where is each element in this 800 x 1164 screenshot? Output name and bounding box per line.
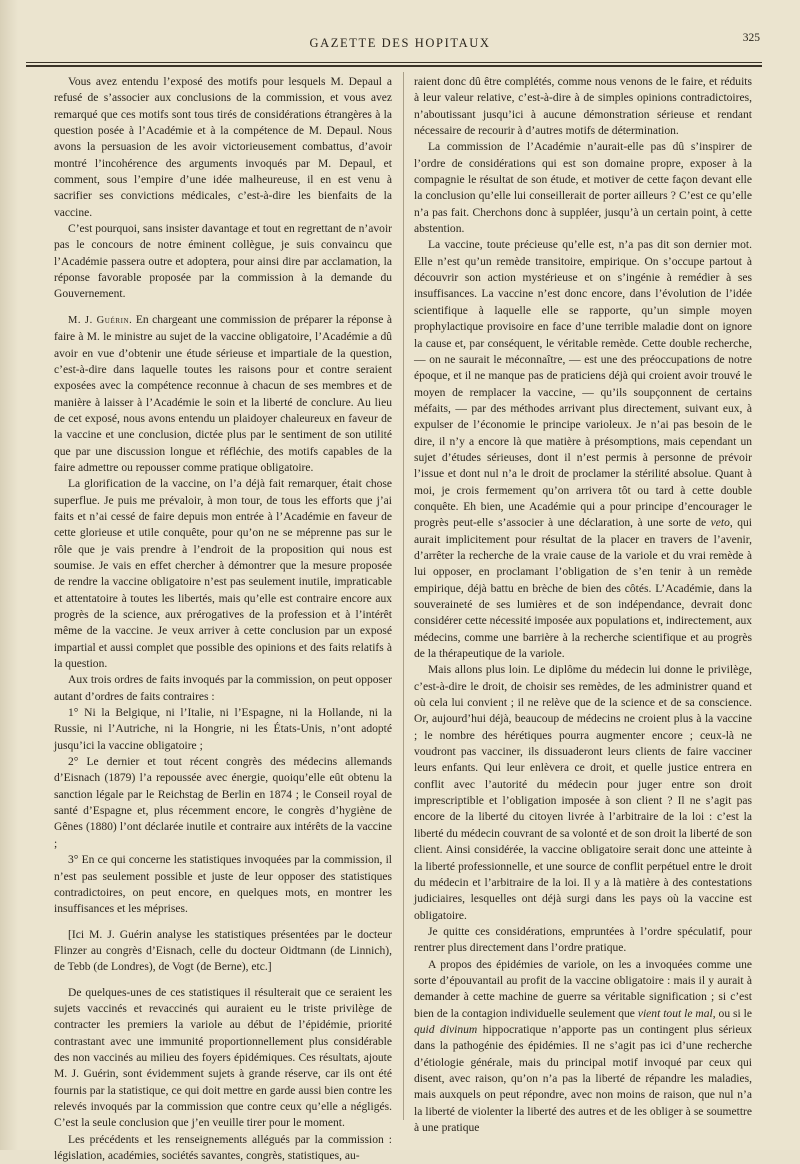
list-item: 1° Ni la Belgique, ni l’Italie, ni l’Espagne, ni la Hollande, ni la Russie, ni l’Autriche, ni la Hongrie, ni les États-Unis, n’ont adopté jusqu’ici la vaccine obligatoire ; [54,707,392,752]
header-rule-thick [26,65,762,67]
page-header [40,28,760,58]
page-number: 325 [742,32,760,44]
paragraph-continued: raient donc dû être complétés, comme nous venons de le faire, et réduits à leur valeur relative, c’est-à-dire à de simples opinions contradictoires, n’aboutissant jusqu’ici à aucune démonstration sérieuse et rendant nécessaire de recourir à d’autres motifs de détermination. [414,76,752,138]
italic-term: vient tout le mal [637,1007,713,1020]
paragraph: Vous avez entendu l’exposé des motifs pour lesquels M. Depaul a refusé de s’associer aux conclusions de la commission, et vous avez remarqué que ces motifs sont tous tirés de considérations étrangères à la question posée à l’Académie et à la compétence de M. Depaul. Nous avons la persuasion de les avoir victorieusement combattus, d’avoir montré l’incohérence des arguments invoqués par M. Depaul, et comment, sous l’empire d’une idée malheureuse, il en est venu à sacrifier ses convictions médicales, c’est-à-dire les bienfaits de la vaccine. [54,76,392,219]
paragraph: Mais allons plus loin. Le diplôme du médecin lui donne le privilège, c’est-à-dire le droit, de choisir ses remèdes, de les administrer quand et où cela lui convient ; il ne relève que de la science et de sa conscience. Or, aujourd’hui déjà, beaucoup de médecins ne croient plus à la vaccine ; le nombre des hérétiques pourra augmenter encore ; ceux-là ne voudront pas vacciner, ils dissuaderont leurs clients de faire vacciner leurs enfants. Qui leur enlèvera ce droit, et quelle justice entrera en conflit avec l’autorité du médecin pour juger entre son droit imprescriptible et l’obligation imposée à son client ? Il ne s’agit pas encore de la liberté du citoyen livrée à l’arbitraire de la loi : c’est la liberté du médecin couvrant de sa volonté et de son droit la liberté de son client. Ainsi considérée, la vaccine obligatoire serait donc une atteinte à la liberté professionnelle, et une source de conflit perpétuel entre le droit du médecin et l’arbitraire de la loi. Il y a là matière à des contestations judiciaires, lesquelles ont déjà surgi dans les pays où la vaccine est obligatoire. [414,664,752,922]
editorial-note: [Ici M. J. Guérin analyse les statistiques présentées par le docteur Flinzer au congrès d’Eisnach, celle du docteur Oidtmann (de Linnich), de Tebb (de Londres), de Vogt (de Berne), etc.] [54,928,392,974]
paragraph-vaccine [414,237,752,662]
paragraph: Les précédents et les renseignements allégués par la commission : législation, académies, sociétés savantes, congrès, statistiques, au- [54,1133,392,1162]
paragraph-epidemics [414,957,752,1137]
list-item: 2° Le dernier et tout récent congrès des médecins allemands d’Eisnach (1879) l’a repoussée avec énergie, quoiqu’elle eût obtenu la sanction légale par le Reichstag de Berlin en 1874 ; le Conseil royal de santé d’Espagne et, plus récemment encore, le congrès d’hygiène de Gênes (1880) l’ont déclarée inutile et contraire aux intérêts de la vaccine ; [54,756,392,850]
paragraph: La commission de l’Académie n’aurait-elle pas dû s’inspirer de l’ordre de considérations qui est son domaine propre, exposer à la compagnie le résultat de son étude, et motiver de cette façon devant elle la conclusion qu’elle lui conseillerait de porter ailleurs ? C’est ce qu’elle n’a pas fait. Cherchons donc à suppléer, jusqu’à un certain point, à cette abstention. [414,141,752,236]
left-column [54,74,392,1164]
running-title: GAZETTE DES HOPITAUX [309,36,491,50]
paragraph: Aux trois ordres de faits invoqués par la commission, on peut opposer autant d’ordres de faits contraires : [54,674,392,703]
paragraph-guerin [54,312,392,476]
binding-shadow [0,0,18,1150]
paragraph-text: , qui aurait implicitement pour résultat de la placer en travers de l’avenir, d’arrêter la recherche de la vraie cause de la variole et du vrai remède à lui opposer, en proclamant l’obligation de s’en tenir à un remède empirique, déjà battu en brèche de bien des côtés. L’Académie, dans la souveraineté de ses lumières et de son indépendance, devrait donc considérer cette nécessité imposée aux populations et, indirectement, aux médecins, comme une barrière à la recherche scientifique et au progrès de la thérapeutique de la variole. [414,517,752,661]
paragraph: De quelques-unes de ces statistiques il résulterait que ce seraient les sujets vaccinés et revaccinés qui auraient eu le triste privilège de contracter les premiers la variole au début de l’épidémie, priorité contrastant avec une immunité proportionnellement plus considérable des non vaccinés au milieu des foyers épidémiques. Ces résultats, ajoute M. J. Guérin, sont évidemment sujets à grande réserve, car ils ont été fournis par la statistique, ce qui doit mettre en garde aussi bien contre les relevés invoqués par la commission que contre ceux qu’elle a négligés. C’est la seule conclusion que j’en veuille tirer pour le moment. [54,986,392,1130]
paragraph: Je quitte ces considérations, empruntées à l’ordre spéculatif, pour rentrer plus directement dans l’ordre pratique. [414,925,752,955]
paragraph-text: En chargeant une commission de préparer la réponse à faire à M. le ministre au sujet de la vaccine obligatoire, l’Académie a dû avoir en vue d’obtenir une étude sérieuse et impartiale de la question, c’est-à-dire dans laquelle toutes les raisons pour et contre seraient exposées avec la compétence reconnue à chacun de ses membres et de manière à laisser à l’Académie le soin et la liberté de conclure. Au lieu de cet exposé, nous avons entendu un plaidoyer chaleureux en faveur de la vaccine et une conclusion, dictée plus par le sentiment de son utilité que par une discussion longue et réfléchie, des motifs capables de la faire admettre ou repousser comme pratique obligatoire. [54,313,392,474]
speaker-name: M. J. Guérin. [68,314,133,326]
column-divider [403,72,404,1120]
paragraph-text: A propos des épidémies de variole, on les a invoquées comme une sorte d’épouvantail au profit de la vaccine obligatoire : mais il y aurait à demander à cette machine de guerre sa véritable signification ; si c’est bien de la contagion individuelle seulement que [414,958,752,1020]
paragraph: La glorification de la vaccine, on l’a déjà fait remarquer, était chose superflue. Je puis me prévaloir, à mon tour, de tous les efforts que j’ai faits et n’ai cessé de faire depuis mon entrée à l’Académie en faveur de cette glorieuse et utile conquête, pour qu’on ne se méprenne pas sur le rôle que je vais prendre à l’endroit de la proposition qui nous est soumise. Je vais en effet chercher à démontrer que la mesure proposée de rendre la vaccine obligatoire n’est pas seulement inutile, impraticable et attentatoire à toutes les libertés, mais qu’elle est contraire encore aux progrès de la science, aux prérogatives de la profession et à l’intérêt même de la vaccine. Je veux arriver à cette conclusion par un exposé impartial et aussi complet que possible des opinions et des faits relatifs à la question. [54,478,392,671]
list-item: 3° En ce qui concerne les statistiques invoquées par la commission, il n’est pas seulement possible et juste de leur opposer des statistiques contradictoires, on peut encore, en quelques mots, en montrer les insuffisances et les méprises. [54,854,392,916]
italic-term: quid divinum [414,1023,478,1036]
paragraph: C’est pourquoi, sans insister davantage et tout en regrettant de n’avoir pas le concours de notre éminent collègue, je suis convaincu que l’Académie passera outre et adoptera, pour ainsi dire par acclamation, la réponse favorable proposée par la commission à la demande du Gouvernement. [54,223,392,301]
paragraph-text: hippocratique n’apporte pas un contingent plus sérieux dans la pathogénie des épidémies. Il ne s’agit pas ici d’une recherche d’étiologie générale, mais du principal motif invoqué par ceux qui disent, avec raison, qu’on n’a pas la liberté de répandre les maladies, mais auxquels on peut répondre, avec non moins de raison, que nul n’a la liberté de violenter la liberté des autres et de les obliger à se soumettre à une pratique [414,1023,752,1134]
paragraph-text: , ou si le [712,1007,752,1020]
paragraph-text: La vaccine, toute précieuse qu’elle est, n’a pas dit son dernier mot. Elle n’est qu’un remède transitoire, empirique. On s’occupe partout à découvrir son action mystérieuse et on s’ingénie à remédier à ses insuffisances. La vaccine n’est donc encore, dans l’évolution de l’idée scientifique à laquelle elle se rapporte, qu’un simple moyen prophylactique provisoire en face d’une terrible maladie dont on ignore la cause et, par conséquent, le véritable remède. Cette double recherche, — on ne saurait le méconnaître, — est une des préoccupations de notre époque, et il ne manque pas de praticiens déjà qui croient avoir trouvé le moyen de remplacer la vaccine, — qu’ils soupçonnent de certains méfaits, — par des méthodes arrivant plus directement, suivant eux, à expulser de l’économie le principe varioleux. Je n’ai pas besoin de le dire, il n’y a encore là que matière à présomptions, mais cependant un sujet d’études sérieuses, dont il n’est permis à personne de prévoir l’issue et dont nul n’a le droit de proclamer la stérilité absolue. Quant à moi, je crois fermement qu’on arrivera tôt ou tard à cette double conquête. Eh bien, une Académie qui a pour principe d’encourager le progrès peut-elle s’associer à une déclaration, à une sorte de [414,239,752,530]
right-column [414,74,752,1136]
header-rule-thin [26,62,762,63]
italic-term: veto [710,517,730,530]
